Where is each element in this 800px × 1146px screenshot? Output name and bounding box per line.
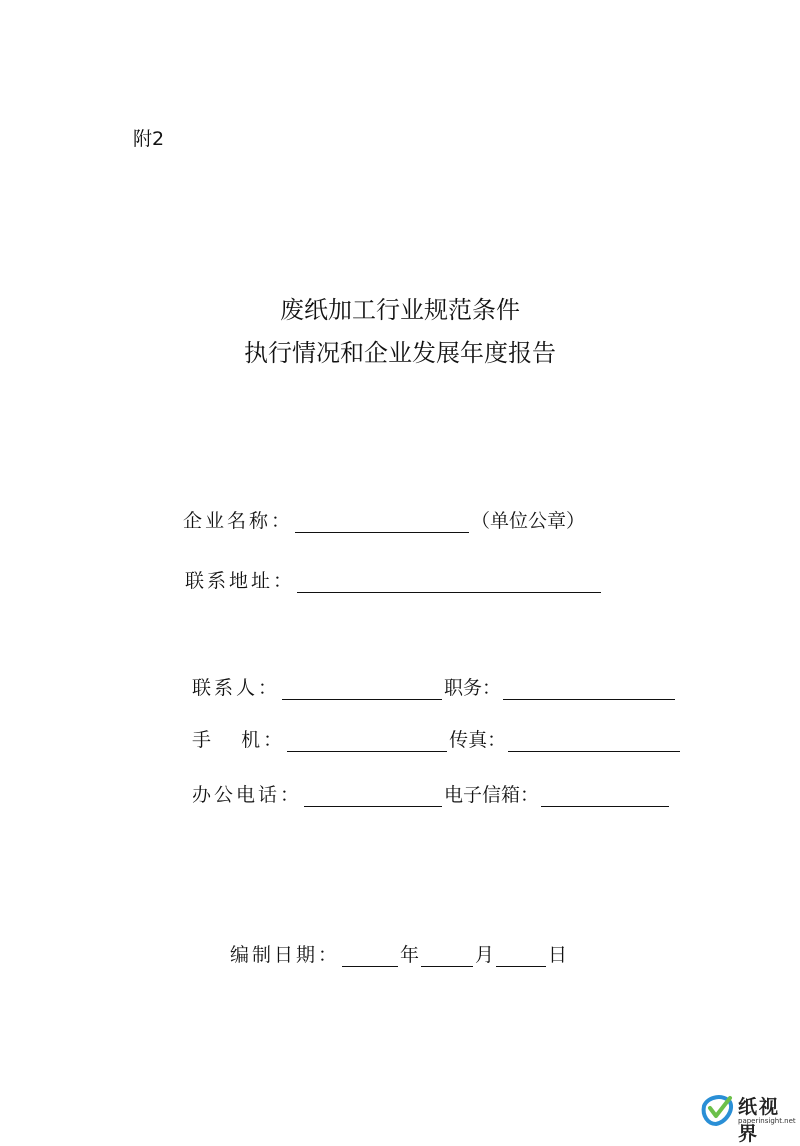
year-label: 年: [400, 944, 420, 966]
month-field[interactable]: [421, 948, 473, 967]
office-phone-label: 办公电话：: [192, 784, 303, 806]
mobile-row: [192, 725, 682, 752]
day-field[interactable]: [496, 948, 546, 967]
address-label: 联系地址：: [185, 570, 296, 592]
month-label: 月: [475, 944, 495, 966]
date-row: [230, 940, 567, 967]
day-label: 日: [548, 944, 568, 966]
office-phone-row: [192, 780, 671, 807]
report-title-line1: 废纸加工行业规范条件: [280, 296, 520, 324]
position-field[interactable]: [503, 681, 675, 700]
position-label: 职务：: [444, 677, 502, 699]
company-name-label: 企业名称：: [183, 510, 294, 532]
attachment-label: 附2: [133, 128, 165, 150]
report-title-line2: 执行情况和企业发展年度报告: [244, 339, 556, 367]
address-field[interactable]: [297, 574, 601, 593]
company-seal-note: （单位公章）: [471, 510, 586, 532]
fax-label: 传真：: [449, 729, 507, 751]
company-name-row: [183, 506, 585, 533]
mobile-label: 手 机：: [192, 729, 286, 751]
contact-person-field[interactable]: [282, 681, 442, 700]
company-name-field[interactable]: [295, 514, 469, 533]
contact-person-row: [192, 673, 677, 700]
office-phone-field[interactable]: [304, 788, 442, 807]
address-row: [185, 566, 603, 593]
year-field[interactable]: [342, 948, 398, 967]
date-label: 编制日期：: [230, 944, 341, 966]
fax-field[interactable]: [508, 733, 680, 752]
watermark-brand: 纸视界: [738, 1096, 781, 1145]
watermark-url: paperinsight.net: [738, 1117, 796, 1125]
email-field[interactable]: [541, 788, 669, 807]
contact-person-label: 联系人：: [192, 677, 281, 699]
mobile-field[interactable]: [287, 733, 447, 752]
email-label: 电子信箱：: [444, 784, 540, 806]
